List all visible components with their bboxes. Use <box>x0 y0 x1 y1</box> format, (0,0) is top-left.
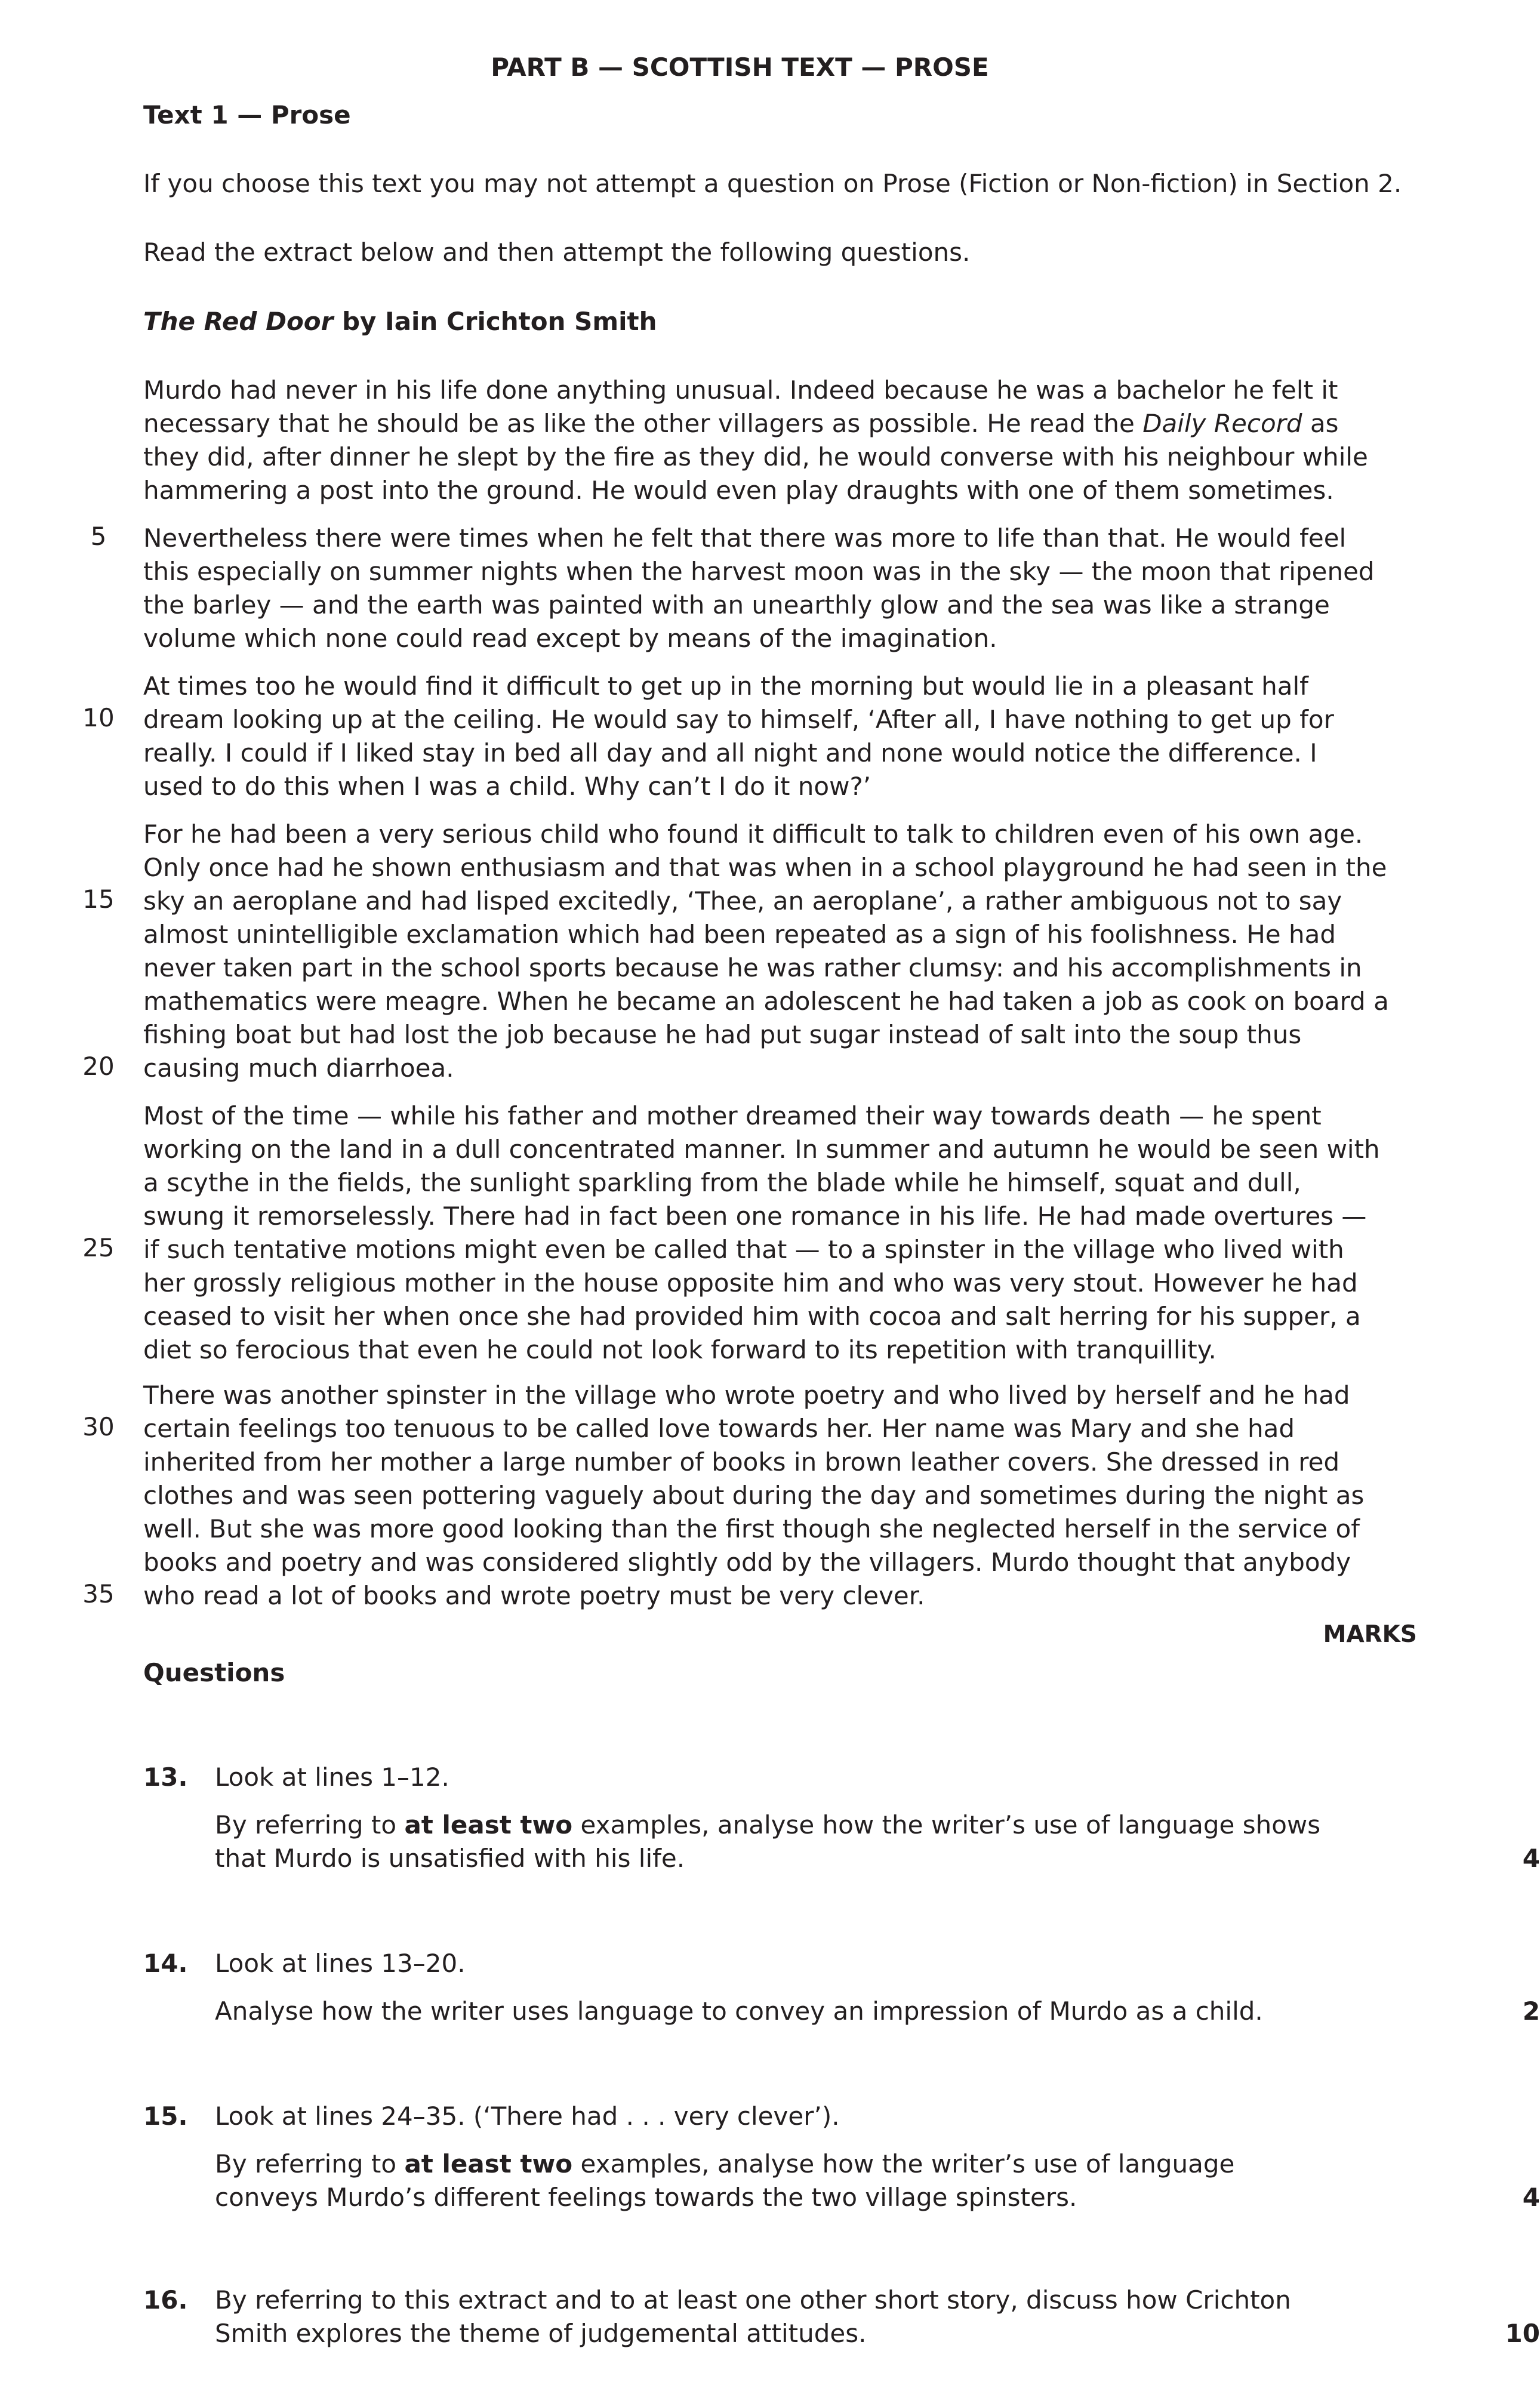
text-line: who read a lot of books and wrote poetry must be very clever. <box>143 1581 925 1610</box>
extract-paragraph-3 <box>143 670 1361 803</box>
line-number: 25 <box>82 1233 115 1262</box>
text-line: a scythe in the fields, the sunlight sparkling from the blade while he himself, squat and dull, <box>143 1168 1301 1197</box>
line-number: 30 <box>82 1412 115 1441</box>
text-line: diet so ferocious that even he could not look forward to its repetition with tranquillity. <box>143 1335 1216 1364</box>
marks-heading: MARKS <box>1323 1621 1417 1648</box>
question-line: Analyse how the writer uses language to convey an impression of Murdo as a child. <box>215 1996 1263 2026</box>
question-line: By referring to at least two examples, analyse how the writer’s use of language shows <box>215 1810 1321 1839</box>
text-line: certain feelings too tenuous to be called love towards her. Her name was Mary and she had <box>143 1414 1295 1443</box>
text-line: working on the land in a dull concentrated manner. In summer and autumn he would be seen with <box>143 1135 1380 1164</box>
emphasis: at least two <box>404 1810 573 1839</box>
line-number: 5 <box>90 522 107 551</box>
extract-paragraph-4 <box>143 818 1389 1085</box>
extract-paragraph-2 <box>143 522 1375 655</box>
question-line: Look at lines 13–20. <box>215 1949 466 1978</box>
text-line: never taken part in the school sports because he was rather clumsy: and his accomplishments in <box>143 953 1362 982</box>
extract-paragraph-1 <box>143 374 1368 507</box>
question-line: that Murdo is unsatisfied with his life. <box>215 1844 685 1873</box>
text-line: Murdo had never in his life done anything unusual. Indeed because he was a bachelor he felt it <box>143 375 1338 405</box>
text-line: Only once had he shown enthusiasm and that was when in a school playground he had seen in the <box>143 853 1387 882</box>
text-line: well. But she was more good looking than the first though she neglected herself in the service of <box>143 1514 1360 1543</box>
text-line: they did, after dinner he slept by the fire as they did, he would converse with his neighbour while <box>143 442 1368 472</box>
question-number: 14. <box>143 1949 188 1978</box>
text-line: her grossly religious mother in the house opposite him and who was very stout. However he had <box>143 1268 1358 1298</box>
question-line: Look at lines 24–35. (‘There had . . . very clever’). <box>215 2101 840 2131</box>
questions-heading: Questions <box>143 1658 285 1687</box>
text-line: causing much diarrhoea. <box>143 1053 454 1083</box>
text-line: used to do this when I was a child. Why can’t I do it now?’ <box>143 772 871 801</box>
extract-author: by Iain Crichton Smith <box>333 307 657 336</box>
line-number: 35 <box>82 1579 115 1609</box>
text-line: There was another spinster in the village who wrote poetry and who lived by herself and he had <box>143 1381 1350 1410</box>
question-number: 13. <box>143 1762 188 1792</box>
text-line: necessary that he should be as like the other villagers as possible. He read the Daily Record as <box>143 409 1339 438</box>
extract-paragraph-5 <box>143 1099 1380 1367</box>
text-line: At times too he would find it difficult to get up in the morning but would lie in a pleasant half <box>143 671 1308 701</box>
question-number: 16. <box>143 2285 188 2315</box>
text-line: sky an aeroplane and had lisped excitedly, ‘Thee, an aeroplane’, a rather ambiguous not to say <box>143 886 1342 916</box>
question-marks: 4 <box>1522 1844 1540 1873</box>
question-line: By referring to at least two examples, analyse how the writer’s use of language <box>215 2149 1235 2178</box>
question-line: conveys Murdo’s different feelings towards the two village spinsters. <box>215 2183 1077 2212</box>
line-number: 10 <box>82 703 115 732</box>
italic-phrase: Daily Record <box>1142 409 1302 438</box>
extract-paragraph-6 <box>143 1379 1365 1613</box>
question-marks: 4 <box>1522 2183 1540 2212</box>
emphasis: at least two <box>404 2149 573 2178</box>
text-line: Most of the time — while his father and mother dreamed their way towards death — he spent <box>143 1101 1322 1130</box>
text-line: dream looking up at the ceiling. He would say to himself, ‘After all, I have nothing to get up for <box>143 705 1334 734</box>
text-line: books and poetry and was considered slightly odd by the villagers. Murdo thought that anybody <box>143 1548 1351 1577</box>
text-line: this especially on summer nights when the harvest moon was in the sky — the moon that ripened <box>143 557 1375 586</box>
text-line: mathematics were meagre. When he became an adolescent he had taken a job as cook on board a <box>143 987 1389 1016</box>
text-line: inherited from her mother a large number of books in brown leather covers. She dressed in red <box>143 1447 1340 1477</box>
text-line: swung it remorselessly. There had in fact been one romance in his life. He had made overtures — <box>143 1201 1367 1231</box>
section-title: PART B — SCOTTISH TEXT — PROSE <box>491 53 989 82</box>
text-line: fishing boat but had lost the job because he had put sugar instead of salt into the soup thus <box>143 1020 1302 1049</box>
question-line: Smith explores the theme of judgemental attitudes. <box>215 2319 867 2348</box>
extract-title-italic: The Red Door <box>143 307 334 336</box>
question-number: 15. <box>143 2101 188 2131</box>
extract-title <box>143 307 657 336</box>
text-line: ceased to visit her when once she had provided him with cocoa and salt herring for his supper, a <box>143 1302 1361 1331</box>
question-line: By referring to this extract and to at least one other short story, discuss how Crichton <box>215 2285 1291 2315</box>
text-line: For he had been a very serious child who found it difficult to talk to children even of his own age. <box>143 819 1363 849</box>
instruction-choice: If you choose this text you may not attempt a question on Prose (Fiction or Non-fiction) in Section 2. <box>143 169 1402 198</box>
text-line: almost unintelligible exclamation which had been repeated as a sign of his foolishness. He had <box>143 920 1336 949</box>
question-marks: 10 <box>1505 2319 1540 2348</box>
text-line: hammering a post into the ground. He would even play draughts with one of them sometimes. <box>143 476 1334 505</box>
text-line: if such tentative motions might even be called that — to a spinster in the village who lived with <box>143 1235 1344 1264</box>
instruction-read: Read the extract below and then attempt the following questions. <box>143 238 971 267</box>
question-line: Look at lines 1–12. <box>215 1762 449 1792</box>
text-line: the barley — and the earth was painted with an unearthly glow and the sea was like a strange <box>143 590 1330 620</box>
line-number: 20 <box>82 1052 115 1081</box>
text-line: volume which none could read except by means of the imagination. <box>143 624 997 653</box>
text-line: really. I could if I liked stay in bed all day and all night and none would notice the difference. I <box>143 738 1317 768</box>
text-label: Text 1 — Prose <box>143 100 351 130</box>
line-number: 15 <box>82 885 115 914</box>
text-line: Nevertheless there were times when he felt that there was more to life than that. He would feel <box>143 523 1347 553</box>
text-line: clothes and was seen pottering vaguely about during the day and sometimes during the night as <box>143 1481 1365 1510</box>
question-marks: 2 <box>1522 1996 1540 2026</box>
